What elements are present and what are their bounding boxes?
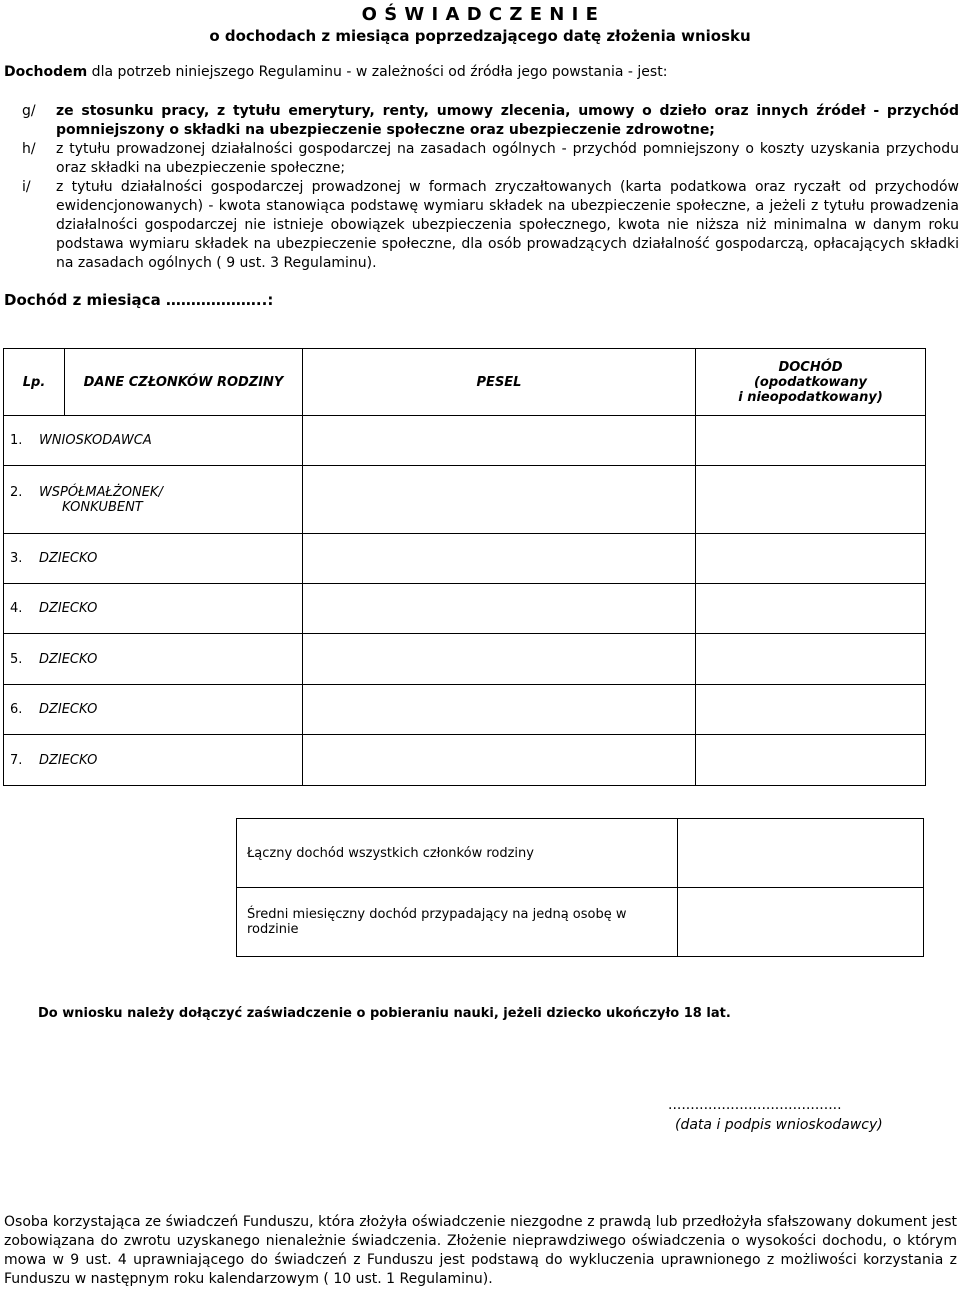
row-number: 3. xyxy=(10,551,23,566)
income-item-g xyxy=(4,102,959,142)
member-cell xyxy=(4,685,303,735)
intro-rest: dla potrzeb niniejszego Regulaminu - w zależności od źródła jego powstania - jest: xyxy=(87,64,668,80)
summary-row-average xyxy=(237,888,924,957)
member-cell xyxy=(4,416,303,466)
item-text: z tytułu prowadzonej działalności gospodarczej na zasadach ogólnych - przychód pomniejszony o koszty uzyskania przychodu oraz składki na ubezpieczenie społeczne; xyxy=(56,141,959,176)
income-cell[interactable] xyxy=(696,584,926,634)
table-row xyxy=(4,634,926,685)
row-number: 5. xyxy=(10,651,23,667)
row-label: DZIECKO xyxy=(38,752,98,768)
income-cell[interactable] xyxy=(696,634,926,685)
page-subtitle: o dochodach z miesiąca poprzedzającego datę złożenia wniosku xyxy=(209,27,751,45)
pesel-cell[interactable] xyxy=(303,534,696,584)
row-number: 6. xyxy=(10,702,23,717)
row-label: DZIECKO xyxy=(38,601,98,616)
income-summary-table xyxy=(236,818,924,957)
summary-row-total xyxy=(237,819,924,888)
table-row xyxy=(4,735,926,786)
attachment-note: Do wniosku należy dołączyć zaświadczenie o pobieraniu nauki, jeżeli dziecko ukończyło 18 lat. xyxy=(38,1006,731,1021)
header-lp: Lp. xyxy=(4,349,65,416)
income-month-label: Dochód z miesiąca ………………..: xyxy=(4,291,274,309)
table-row xyxy=(4,584,926,634)
row-label-2: KONKUBENT xyxy=(62,499,143,515)
total-income-value[interactable] xyxy=(678,819,924,888)
row-label: DZIECKO xyxy=(38,702,98,717)
row-number: 4. xyxy=(10,601,23,616)
table-row xyxy=(4,466,926,534)
member-cell xyxy=(4,634,303,685)
row-label: WNIOSKODAWCA xyxy=(38,433,152,448)
header-pesel: PESEL xyxy=(303,349,696,416)
header-income-line3: i nieopodatkowany) xyxy=(738,389,883,405)
average-income-value[interactable] xyxy=(678,888,924,957)
header-income-line1: DOCHÓD xyxy=(778,359,843,375)
income-cell[interactable] xyxy=(696,735,926,786)
income-cell[interactable] xyxy=(696,416,926,466)
table-header-row xyxy=(4,349,926,416)
item-letter: g/ xyxy=(22,103,36,119)
row-number: 2. xyxy=(10,484,23,500)
item-text: z tytułu działalności gospodarczej prowadzonej w formach zryczałtowanych (karta podatkowa oraz ryczałt od przychodów ewidencjonowanych) - kwota stanowiąca podstawę wymiaru składek na ubezpieczenie społeczne, a jeżeli z tytułu prowadzenia działalności gospodarczej nie istnieje obowiązek ubezpieczenia społecznego, kwota nie niższa niż minimalna w danym roku podstawa wymiaru składek na ubezpieczenie społeczne, dla osób prowadzących działalność gospodarczą, opłacających składki na zasadach ogólnych ( 9 ust. 3 Regulaminu). xyxy=(56,179,959,271)
average-income-label: Średni miesięczny dochód przypadający na jedną osobę w rodzinie xyxy=(237,888,678,957)
header-income-line2: (opodatkowany xyxy=(753,374,868,390)
pesel-cell[interactable] xyxy=(303,416,696,466)
pesel-cell[interactable] xyxy=(303,735,696,786)
member-cell xyxy=(4,584,303,634)
row-label: DZIECKO xyxy=(38,551,98,566)
intro-bold: Dochodem xyxy=(4,64,88,80)
pesel-cell[interactable] xyxy=(303,685,696,735)
signature-caption: (data i podpis wnioskodawcy) xyxy=(675,1117,883,1133)
intro-text xyxy=(4,64,667,80)
table-row xyxy=(4,416,926,466)
table-row xyxy=(4,534,926,584)
row-label: DZIECKO xyxy=(38,651,98,667)
total-income-label: Łączny dochód wszystkich członków rodziny xyxy=(237,819,678,888)
row-number: 1. xyxy=(10,433,23,448)
pesel-cell[interactable] xyxy=(303,466,696,534)
income-item-h xyxy=(4,140,959,180)
page-title: O Ś W I A D C Z E N I E xyxy=(361,4,599,25)
table-row xyxy=(4,685,926,735)
member-cell xyxy=(4,466,303,534)
member-cell xyxy=(4,735,303,786)
family-members-table xyxy=(3,348,926,786)
item-letter: i/ xyxy=(22,179,31,195)
signature-dots: ....................................... xyxy=(668,1097,842,1113)
row-number: 7. xyxy=(10,752,23,768)
income-cell[interactable] xyxy=(696,685,926,735)
row-label: WSPÓŁMAŁŻONEK/ xyxy=(38,484,163,500)
income-cell[interactable] xyxy=(696,466,926,534)
pesel-cell[interactable] xyxy=(303,634,696,685)
income-item-i xyxy=(4,178,959,278)
header-family-members: DANE CZŁONKÓW RODZINY xyxy=(65,349,303,416)
member-cell xyxy=(4,534,303,584)
income-cell[interactable] xyxy=(696,534,926,584)
pesel-cell[interactable] xyxy=(303,584,696,634)
header-income xyxy=(696,349,926,416)
item-letter: h/ xyxy=(22,141,36,157)
item-text: ze stosunku pracy, z tytułu emerytury, renty, umowy zlecenia, umowy o dzieło oraz innych źródeł - przychód pomniejszony o składki na ubezpieczenie społeczne oraz ubezpieczenie zdrowotne; xyxy=(56,103,959,138)
footer-text: Osoba korzystająca ze świadczeń Funduszu, która złożyła oświadczenie niezgodne z prawdą lub przedłożyła sfałszowany dokument jest zobowiązana do zwrotu uzyskanego nienależnie świadczenia. Złożenie nieprawdziwego oświadczenia o wysokości dochodu, o którym mowa w 9 ust. 4 uprawniającego do świadczeń z Funduszu jest podstawą do wykluczenia uprawnionego z możliwości korzystania z Funduszu w następnym roku kalendarzowym ( 10 ust. 1 Regulaminu). xyxy=(4,1214,957,1287)
